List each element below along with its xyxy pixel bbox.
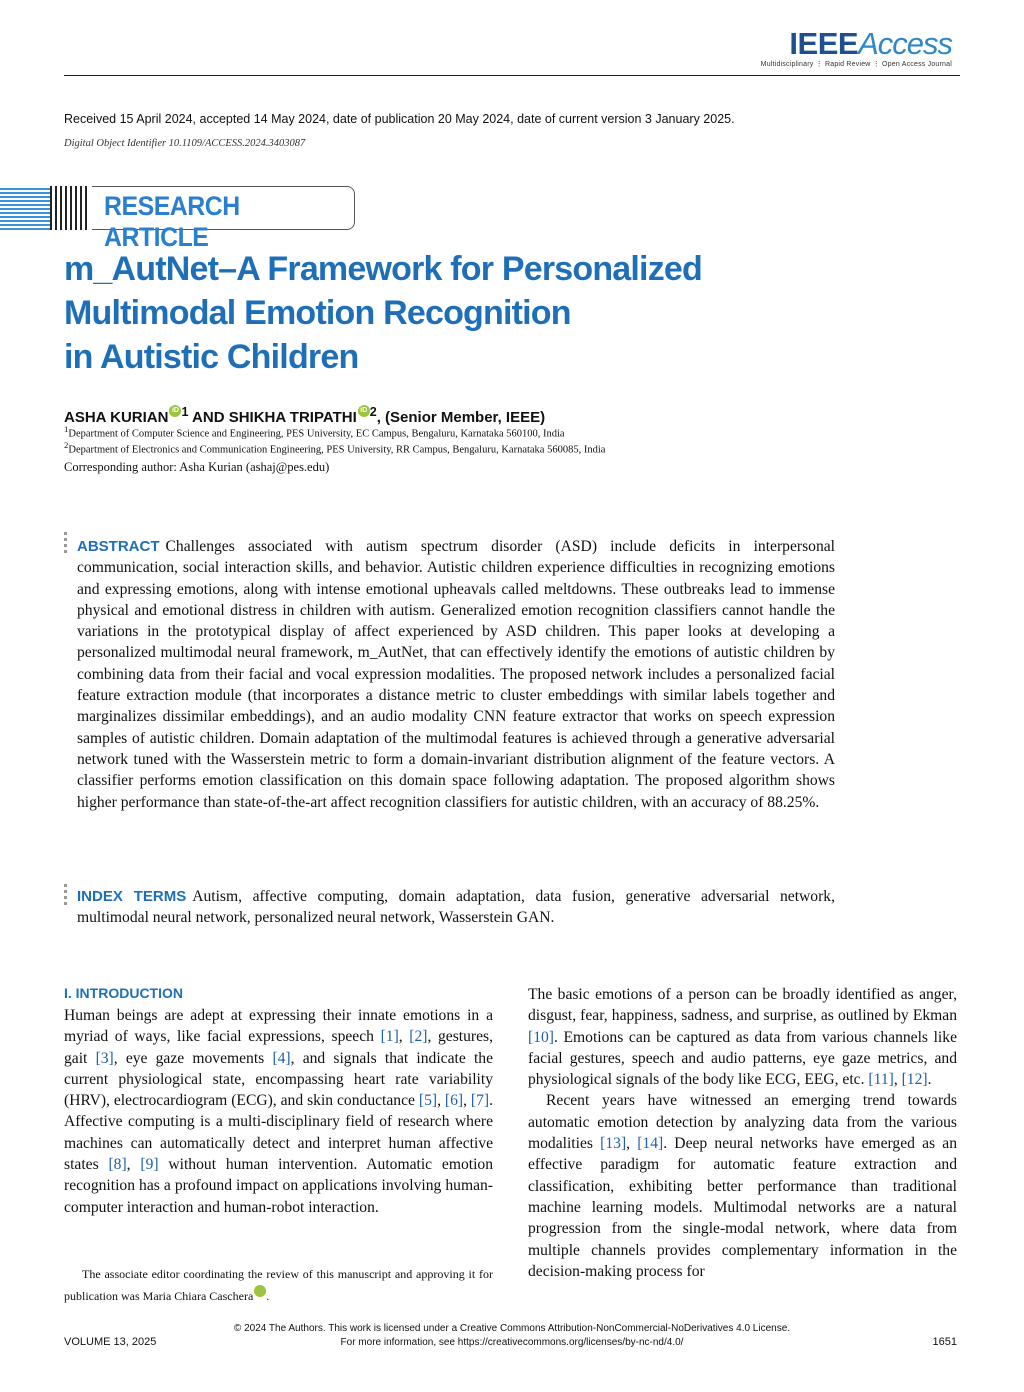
title-line-1: m_AutNet–A Framework for Personalized — [64, 250, 702, 288]
orcid-icon[interactable]: iD — [358, 405, 370, 417]
citation-link[interactable]: [14] — [637, 1135, 664, 1153]
received-dates: Received 15 April 2024, accepted 14 May 2024, date of publication 20 May 2024, date of current version 3 January 2025. — [64, 112, 735, 126]
logo-access-text: Access — [858, 26, 952, 61]
editor-footnote: The associate editor coordinating the review of this manuscript and approving it for publication was Maria Chiara Caschera iD. — [64, 1267, 493, 1303]
author-list — [64, 405, 545, 426]
intro-paragraph-2: The basic emotions of a person can be broadly identified as anger, disgust, fear, happiness, sadness, and surprise, as outlined by Ekman [10]. Emotions can be captured as data from various channels like facial gestures, speech and audio patterns, eye gaze metrics, and physiological signals of the body like ECG, EEG, etc. [11], [12]. — [528, 986, 957, 1089]
citation-link[interactable]: [6] — [444, 1092, 464, 1110]
editor-footnote-text: The associate editor coordinating the review of this manuscript and approving it for publication was Maria Chiara Caschera — [64, 1267, 493, 1303]
abstract — [77, 536, 835, 813]
index-terms — [77, 886, 835, 929]
citation-link[interactable]: [10] — [528, 1028, 554, 1046]
citation-link[interactable]: [8] — [108, 1156, 127, 1174]
affiliation-1-num: 1 — [64, 424, 69, 434]
affiliation-2-num: 2 — [64, 440, 69, 450]
citation-link[interactable]: [1] — [380, 1028, 399, 1046]
affiliation-2-text: Department of Electronics and Communication Engineering, PES University, RR Campus, Bengaluru, Karnataka 560085, India — [68, 444, 606, 456]
abstract-text: Challenges associated with autism spectrum disorder (ASD) include deficits in interpersonal communication, social interaction skills, and behavior. Autistic children experience difficulties in recognizing emotions and expressing emotions, along with intense emotional upheavals called meltdowns. These outbreaks lead to immense physical and emotional distress in children with autism. Generalized emotion recognition classifiers cannot handle the variations in the prototypical display of affect experienced by ASD children. This paper looks at developing a personalized multimodal neural framework, m_AutNet, that can effectively identify the emotions of autistic children by combining data from their facial and vocal expression modalities. The proposed network includes a personalized facial feature extraction module (that incorporates a distance metric to cluster embeddings with similar labels together and marginalizes dissimilar embeddings), and an audio modality CNN feature extractor that works on speech expression samples of autistic children. Domain adaptation of the multimodal features is achieved through a generative adversarial network tuned with the Wasserstein metric to form a domain-invariant distribution alignment of the feature vectors. A classifier performs emotion classification on this domain space following adaptation. The proposed algorithm shows higher performance than state-of-the-art affect recognition classifiers for autistic children, with an accuracy of 88.25%. — [77, 538, 835, 811]
header-rule — [64, 75, 960, 76]
volume-label: VOLUME 13, 2025 — [64, 1336, 157, 1348]
citation-link[interactable]: [9] — [140, 1156, 159, 1174]
license-line-1: © 2024 The Authors. This work is licensed under a Creative Commons Attribution-NonCommercial-NoDerivatives 4.0 License. — [233, 1323, 791, 1334]
banner-label: RESEARCH ARTICLE — [104, 191, 240, 252]
affiliation-1 — [64, 424, 565, 440]
author-2-name: AND SHIKHA TRIPATHI — [192, 409, 357, 426]
citation-link[interactable]: [4] — [272, 1049, 291, 1067]
paper-title — [64, 247, 784, 379]
logo-ieee-text: IEEE — [789, 26, 859, 61]
orcid-icon[interactable]: iD — [169, 405, 181, 417]
citation-link[interactable]: [2] — [409, 1028, 428, 1046]
index-terms-dots — [64, 884, 67, 908]
author-2-membership: , (Senior Member, IEEE) — [376, 409, 546, 426]
section-heading-introduction: I. INTRODUCTION — [64, 985, 183, 1001]
author-1-name: ASHA KURIAN — [64, 409, 169, 426]
title-line-3: in Autistic Children — [64, 338, 359, 376]
journal-logo — [761, 26, 952, 68]
abstract-dots — [64, 532, 67, 556]
corresponding-author: Corresponding author: Asha Kurian (ashaj@pes.edu) — [64, 460, 330, 474]
abstract-label: ABSTRACT — [77, 538, 160, 555]
citation-link[interactable]: [7] — [470, 1092, 490, 1110]
license-line-2[interactable]: For more information, see https://creativecommons.org/licenses/by-nc-nd/4.0/ — [340, 1337, 684, 1348]
citation-link[interactable]: [11] — [868, 1071, 894, 1089]
intro-paragraph-3: Recent years have witnessed an emerging trend towards automatic emotion detection by analyzing data from the various modalities [13], [14]. Deep neural networks have emerged as an effective paradigm for automatic feature extraction and classification, exhibiting better performance than traditional machine learning models. Multimodal networks are a natural progression from the single-modal network, where data from multiple channels provides complementary information in the decision-making process for — [528, 1092, 957, 1280]
author-2-affil-sup: 2 — [369, 405, 377, 419]
citation-link[interactable]: [13] — [600, 1135, 627, 1153]
intro-column-2 — [528, 984, 957, 1282]
banner-stripes — [0, 186, 50, 230]
logo-tagline: Multidisciplinary ⋮ Rapid Review ⋮ Open Access Journal — [760, 61, 952, 68]
intro-column-1: Human beings are adept at expressing their innate emotions in a myriad of ways, like facial expressions, speech [1], [2], gestures, gait [3], eye gaze movements [4], and signals that indicate the current physiological state, encompassing heart rate variability (HRV), electrocardiogram (ECG), and skin conductance [5], [6], [7]. Affective computing is a multi-disciplinary field of research where machines can automatically detect and interpret human affective states [8], [9] without human intervention. Automatic emotion recognition has a profound impact on applications involving human-computer interaction and human-robot interaction. — [64, 1007, 494, 1216]
author-1-affil-sup: 1 — [181, 405, 189, 419]
index-terms-text: Autism, affective computing, domain adaptation, data fusion, generative adversarial network, multimodal neural network, personalized neural network, Wasserstein GAN. — [77, 888, 835, 927]
citation-link[interactable]: [5] — [418, 1092, 438, 1110]
citation-link[interactable]: [12] — [901, 1071, 928, 1089]
index-terms-label: INDEX TERMS — [77, 888, 187, 905]
affiliation-1-text: Department of Computer Science and Engineering, PES University, EC Campus, Bengaluru, Karnataka 560100, India — [68, 428, 565, 440]
citation-link[interactable]: [3] — [95, 1049, 114, 1067]
page-number: 1651 — [932, 1336, 957, 1348]
doi-line: Digital Object Identifier 10.1109/ACCESS.2024.3403087 — [64, 138, 306, 149]
article-type-banner — [0, 186, 358, 252]
banner-barcode — [50, 186, 88, 230]
affiliation-2 — [64, 440, 605, 456]
title-line-2: Multimodal Emotion Recognition — [64, 294, 571, 332]
orcid-icon[interactable]: iD — [254, 1285, 266, 1297]
